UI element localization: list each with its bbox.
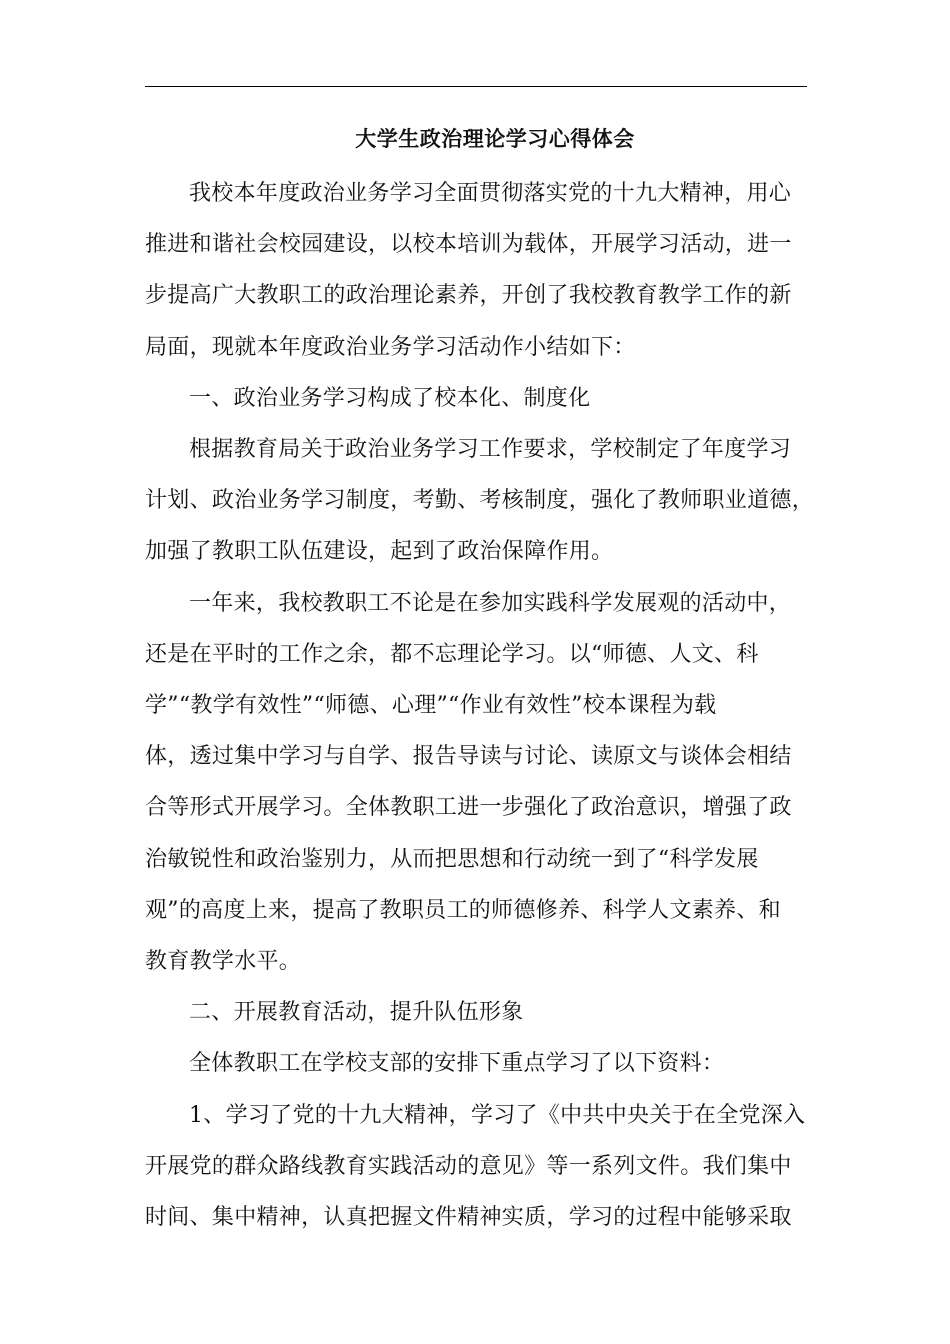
- paragraph-intro: [145, 168, 810, 373]
- paragraph-study-intro: [145, 1038, 810, 1089]
- text-line: 开展党的群众路线教育实践活动的意见》等一系列文件。我们集中: [145, 1153, 792, 1179]
- text-line: 全体教职工在学校支部的安排下重点学习了以下资料：: [189, 1051, 725, 1077]
- text-line: 体，透过集中学习与自学、报告导读与讨论、读原文与谈体会相结: [145, 744, 792, 770]
- text-line: 观”的高度上来，提高了教职员工的师德修养、科学人文素养、和: [145, 897, 781, 923]
- text-line: 学”“教学有效性”“师德、心理”“作业有效性”校本课程为载: [145, 693, 717, 719]
- text-line: 教育教学水平。: [145, 949, 302, 975]
- paragraph-year-review: [145, 578, 810, 988]
- section-heading-1: [145, 373, 810, 424]
- section-heading-2: [145, 987, 810, 1038]
- document-body: [145, 168, 815, 1243]
- document-title: 大学生政治理论学习心得体会: [355, 127, 635, 151]
- text-line: 时间、集中精神，认真把握文件精神实质，学习的过程中能够采取: [145, 1205, 792, 1231]
- text-line: 1、学习了党的十九大精神，学习了《中共中央关于在全党深入: [189, 1102, 806, 1128]
- paragraph-study-item-1: [145, 1090, 810, 1244]
- text-line: 二、开展教育活动，提升队伍形象: [189, 1000, 524, 1026]
- text-line: 推进和谐社会校园建设，以校本培训为载体，开展学习活动，进一: [145, 232, 792, 258]
- text-line: 合等形式开展学习。全体教职工进一步强化了政治意识，增强了政: [145, 795, 792, 821]
- text-line: 加强了教职工队伍建设，起到了政治保障作用。: [145, 539, 614, 565]
- text-line: 一、政治业务学习构成了校本化、制度化: [189, 385, 591, 411]
- header-rule: [145, 86, 807, 87]
- text-line: 步提高广大教职工的政治理论素养，开创了我校教育教学工作的新: [145, 283, 792, 309]
- text-line: 根据教育局关于政治业务学习工作要求，学校制定了年度学习: [189, 437, 792, 463]
- paragraph-section-1: [145, 424, 815, 578]
- text-line: 治敏锐性和政治鉴别力，从而把思想和行动统一到了“科学发展: [145, 846, 759, 872]
- text-line: 还是在平时的工作之余，都不忘理论学习。以“师德、人文、科: [145, 641, 759, 667]
- text-line: 计划、政治业务学习制度，考勤、考核制度，强化了教师职业道德，: [145, 488, 815, 514]
- text-line: 局面，现就本年度政治业务学习活动作小结如下：: [145, 334, 636, 360]
- text-line: 我校本年度政治业务学习全面贯彻落实党的十九大精神，用心: [189, 181, 792, 206]
- text-line: 一年来，我校教职工不论是在参加实践科学发展观的活动中，: [189, 590, 792, 616]
